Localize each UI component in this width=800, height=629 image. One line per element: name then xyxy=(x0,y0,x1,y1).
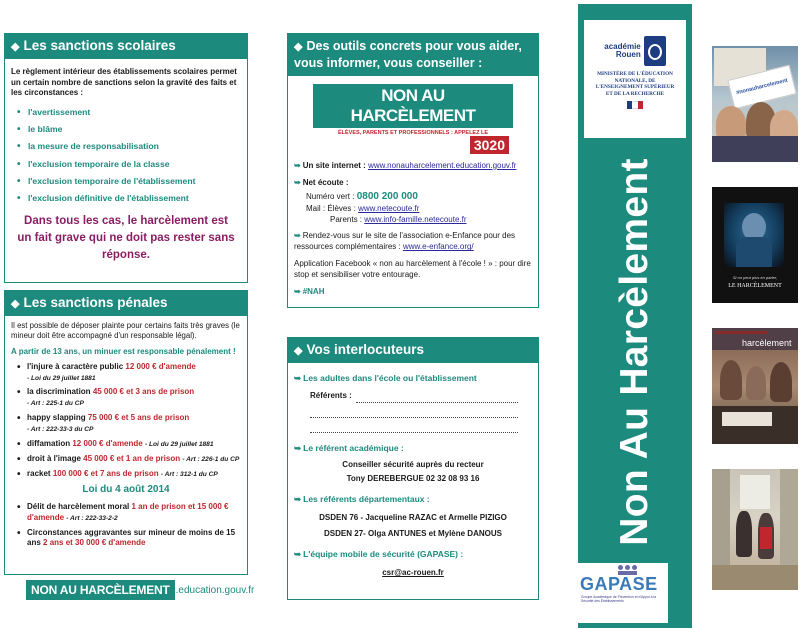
footer-logo xyxy=(26,580,254,600)
diamond-icon: ◆ xyxy=(11,298,20,310)
adultes-title: ➥ Les adultes dans l'école ou l'établissement xyxy=(294,372,477,383)
panel-outils xyxy=(287,33,539,308)
dsden27: DSDEN 27- Olga ANTUNES et Mylène DANOUS xyxy=(324,528,502,538)
vertical-title-text: Non Au Harcèlement xyxy=(613,158,656,546)
photo-classroom xyxy=(712,328,798,444)
law-2014: Loi du 4 août 2014 xyxy=(82,484,170,496)
academique-title: ➥ Le référent académique : xyxy=(294,443,404,454)
panel-title: Des outils concrets pour vous aider, vous informer, vous conseiller : xyxy=(294,39,522,70)
list-item: • Circonstances aggravantes sur mineur de moins de 15 ans 2 ans et 30 000 € d'amende xyxy=(17,528,241,550)
banner-sub: ÉLÈVES, PARENTS ET PROFESSIONNELS : APPELEZ LE xyxy=(337,129,489,136)
academie-emblem-icon xyxy=(644,36,666,66)
ministere-text: MINISTÈRE DE L'ÉDUCATION NATIONALE, DE L'ENSEIGNEMENT SUPÉRIEUR ET DE LA RECHERCHE xyxy=(595,71,675,97)
net-line: ➥ Net écoute : xyxy=(294,177,349,187)
list-item: • Délit de harcèlement moral 1 an de prison et 15 000 € d'amende - Art : 222-33-2-2 xyxy=(17,502,241,524)
panel-sanctions-scolaires xyxy=(4,33,248,283)
referents-dots xyxy=(356,391,518,403)
facebook-line: Application Facebook « non au harcèlement à l'école ! » : pour dire stop et sensibiliser votre entourage. xyxy=(294,259,531,279)
list-item: • diffamation 12 000 € d'amende - Loi du 29 juillet 1881 xyxy=(17,439,241,450)
parents-line: Parents : www.info-famille.netecoute.fr xyxy=(330,214,467,224)
enfance-link[interactable]: www.e-enfance.org/ xyxy=(402,242,474,252)
arrow-icon: ➥ xyxy=(294,231,301,241)
list-item: • la mesure de responsabilisation xyxy=(17,141,241,153)
panel-header xyxy=(288,338,538,363)
parents-link[interactable]: www.info-famille.netecoute.fr xyxy=(364,214,467,224)
vert-line: Numéro vert : 0800 200 000 xyxy=(306,191,418,203)
gapase-logo-text: GAPASE xyxy=(580,574,658,594)
enfance-line: ➥ Rendez-vous sur le site de l'association e-Enfance pour des ressources complémentaires : www.e-enfance.org/ xyxy=(294,231,516,252)
intro-text: Le règlement intérieur des établissements scolaires permet un certain nombre de sanctions selon la gravité des faits et les circonstances : xyxy=(11,66,237,98)
list-item: • le blâme xyxy=(17,124,241,136)
list-item: • la discrimination 45 000 € et 3 ans de prison - Art : 225-1 du CP xyxy=(17,387,241,409)
dsden76: DSDEN 76 - Jacqueline RAZAC et Armelle PIZIGO xyxy=(319,512,507,522)
classroom-text: harcèlement xyxy=(742,338,792,348)
arrow-icon: ➥ xyxy=(294,443,302,454)
penal-list xyxy=(17,362,241,480)
hashtag-line: ➥ #NAH xyxy=(294,286,325,296)
hashtag-sign: #nonauharcelement xyxy=(727,65,796,110)
footer-brand: NON AU HARCÈLEMENT xyxy=(26,580,175,600)
diamond-icon: ◆ xyxy=(294,41,303,53)
site-link[interactable]: www.nonauharcelement.education.gouv.fr xyxy=(368,160,517,170)
photo-poster xyxy=(712,187,798,303)
arrow-icon: ➥ xyxy=(294,549,302,560)
list-item: • racket 100 000 € et 7 ans de prison - Art : 312-1 du CP xyxy=(17,469,241,480)
photo-corridor xyxy=(712,469,798,590)
referents-dots xyxy=(310,421,518,433)
age-note: A partir de 13 ans, un minuer est responsable pénalement ! xyxy=(11,346,236,356)
conseiller-name: Tony DEREBERGUE 02 32 08 93 16 xyxy=(346,473,480,483)
panel-header xyxy=(5,34,247,59)
banner-title: NON AU HARCÈLEMENT xyxy=(313,84,513,128)
sanctions-list xyxy=(17,107,241,204)
panel-sanctions-penales xyxy=(4,290,248,575)
rouen-label: Rouen xyxy=(615,50,641,59)
banner-number: 3020 xyxy=(470,136,509,154)
panel-header xyxy=(5,291,247,316)
list-item: • l'injure à caractère public 12 000 € d'amende - Loi du 29 juillet 1881 xyxy=(17,362,241,384)
gapase-logo-block xyxy=(578,563,668,623)
diamond-icon: ◆ xyxy=(294,345,303,357)
photo-students-sign xyxy=(712,46,798,162)
list-item: • l'exclusion temporaire de la classe xyxy=(17,159,241,171)
referents-dots xyxy=(310,406,518,418)
list-item: • l'avertissement xyxy=(17,107,241,119)
poster-caption: Si on peut plus en parler, xyxy=(732,275,778,280)
panel-title: Vos interlocuteurs xyxy=(306,342,424,357)
gapase-email[interactable]: csr@ac-rouen.fr xyxy=(382,567,444,577)
list-item: • l'exclusion définitive de l'établissement xyxy=(17,193,241,205)
list-item: • l'exclusion temporaire de l'établissement xyxy=(17,176,241,188)
emphasis-text: Dans tous les cas, le harcèlement est un fait grave qui ne doit pas rester sans réponse. xyxy=(17,215,235,261)
list-item: • happy slapping 75 000 € et 5 ans de prison - Art : 222-33-3 du CP xyxy=(17,413,241,435)
arrow-icon: ➥ xyxy=(294,177,301,187)
academie-label: académie xyxy=(604,42,641,51)
french-flag-icon xyxy=(627,101,643,109)
gapase-subtitle: Groupe Académique de Prévention et d'Appui à la Sécurité des Établissements xyxy=(581,595,657,604)
eleves-link[interactable]: www.netecoute.fr xyxy=(358,203,420,213)
footer-domain: .education.gouv.fr xyxy=(175,584,255,596)
referents-label: Référents : xyxy=(310,391,352,401)
site-line: ➥ Un site internet : www.nonauharcelement.education.gouv.fr xyxy=(294,160,517,170)
penal-list-2 xyxy=(17,502,241,549)
diamond-icon: ◆ xyxy=(11,41,20,53)
panel-title: Les sanctions pénales xyxy=(23,295,168,310)
nah-banner xyxy=(313,84,513,155)
panel-title: Les sanctions scolaires xyxy=(23,38,176,53)
arrow-icon: ➥ xyxy=(294,372,302,383)
departementaux-title: ➥ Les référents départementaux : xyxy=(294,494,430,505)
mail-line: Mail : Élèves : www.netecoute.fr xyxy=(306,203,420,213)
academie-logo-block xyxy=(584,20,686,138)
poster-text: LE HARCÈLEMENT xyxy=(728,283,782,289)
arrow-icon: ➥ xyxy=(294,494,302,505)
gapase-title: ➥ L'équipe mobile de sécurité (GAPASE) : xyxy=(294,549,464,560)
panel-header xyxy=(288,34,538,76)
intro-text: Il est possible de déposer plainte pour certains faits très graves (le mineur doit être accompagné d'un responsable légal). xyxy=(11,320,240,341)
list-item: • droit à l'image 45 000 € et 1 an de prison - Art : 226-1 du CP xyxy=(17,454,241,465)
conseiller: Conseiller sécurité auprès du recteur xyxy=(342,459,484,469)
arrow-icon: ➥ xyxy=(294,286,301,296)
arrow-icon: ➥ xyxy=(294,160,301,170)
panel-interlocuteurs xyxy=(287,337,539,600)
